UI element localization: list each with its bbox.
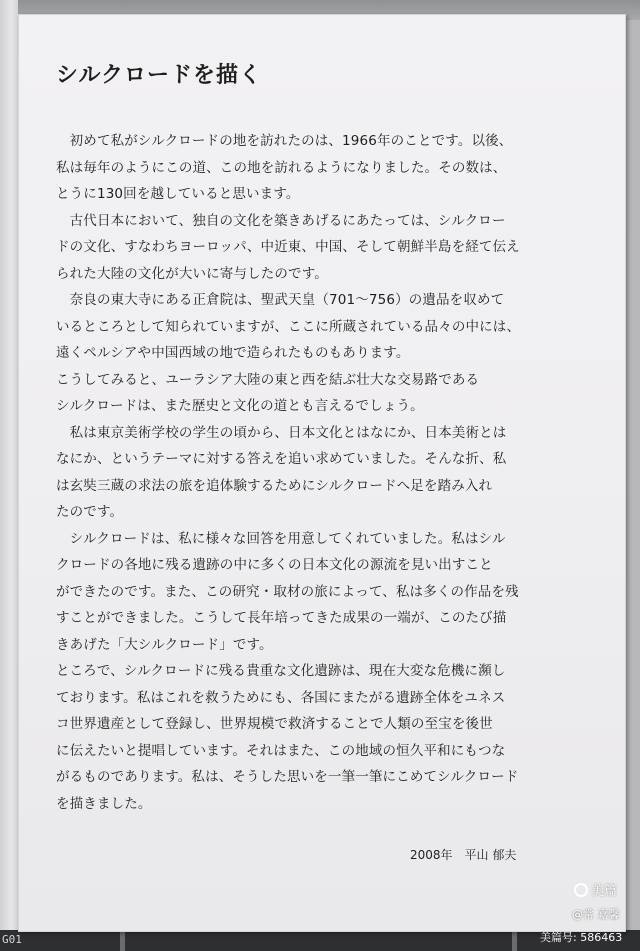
- text-line: ところで、シルクロードに残る貴重な文化遺跡は、現在大変な危機に瀕し: [56, 663, 506, 679]
- text-line: 私は東京美術学校の学生の頃から、日本文化とはなにか、日本美術とは: [56, 424, 507, 441]
- watermark-badge: [574, 880, 617, 899]
- watermark-badge-label: 美篇: [591, 884, 618, 899]
- text-line: いるところとして知られていますが、ここに所蔵されている品々の中には、: [56, 318, 521, 335]
- watermark-user: @常 嘉馨: [572, 908, 620, 921]
- panel-body-text: [56, 128, 566, 817]
- watermark-id: 美篇号: 586463: [540, 931, 623, 944]
- wall-left: [0, 0, 18, 951]
- text-line: すことができました。こうして長年培ってきた成果の一端が、このたび描: [56, 610, 507, 626]
- text-line: 私は毎年のようにこの道、この地を訪れるようになりました。その数は、: [56, 159, 507, 176]
- text-line: クロードの各地に残る遺跡の中に多くの日本文化の源流を見い出すこと: [56, 557, 493, 573]
- text-line: は玄奘三蔵の求法の旅を追体験するためにシルクロードへ足を踏み入れ: [56, 477, 493, 494]
- text-line: られた大陸の文化が大いに寄与したのです。: [56, 265, 328, 282]
- text-line: シルクロードは、私に様々な回答を用意してくれていました。私はシル: [56, 530, 506, 547]
- text-line: シルクロードは、また歴史と文化の道とも言えるでしょう。: [56, 398, 424, 414]
- text-line: ドの文化、すなわちヨーロッパ、中近東、中国、そして朝鮮半島を経て伝え: [56, 239, 520, 255]
- text-line: 遠くペルシアや中国西域の地で造られたものもあります。: [56, 345, 410, 361]
- panel-signature: 2008年 平山 郁夫: [410, 848, 517, 862]
- text-line: を描きました。: [56, 795, 152, 812]
- text-line: たのです。: [56, 504, 124, 520]
- text-line: に伝えたいと提唱しています。それはまた、この地域の恒久平和にもつな: [56, 742, 506, 759]
- text-line: 古代日本において、独自の文化を築きあげるにあたっては、シルクロー: [56, 212, 506, 229]
- text-line: とうに130回を越していると思います。: [56, 186, 300, 202]
- text-line: こうしてみると、ユーラシア大陸の東と西を結ぶ壮大な交易路である: [56, 371, 480, 388]
- text-line: がるものであります。私は、そうした思いを一筆一筆にこめてシルクロード: [56, 769, 519, 785]
- meipian-logo-icon: [574, 883, 588, 897]
- panel-title: シルクロードを描く: [56, 63, 263, 88]
- text-line: コ世界遺産として登録し、世界規模で救済することで人類の至宝を後世: [56, 716, 493, 732]
- text-line: ができたのです。また、この研究・取材の旅によって、私は多くの作品を残: [56, 583, 519, 600]
- text-line: 初めて私がシルクロードの地を訪れたのは、1966年のことです。以後、: [56, 133, 513, 149]
- text-line: ております。私はこれを救うためにも、各国にまたがる遺跡全体をユネス: [56, 689, 506, 706]
- text-line: きあげた「大シルクロード」です。: [56, 636, 273, 653]
- text-line: 奈良の東大寺にある正倉院は、聖武天皇（701～756）の遺品を収めて: [56, 292, 505, 308]
- corner-label: G01: [2, 933, 22, 946]
- text-line: なにか、というテーマに対する答えを追い求めていました。そんな折、私: [56, 451, 507, 467]
